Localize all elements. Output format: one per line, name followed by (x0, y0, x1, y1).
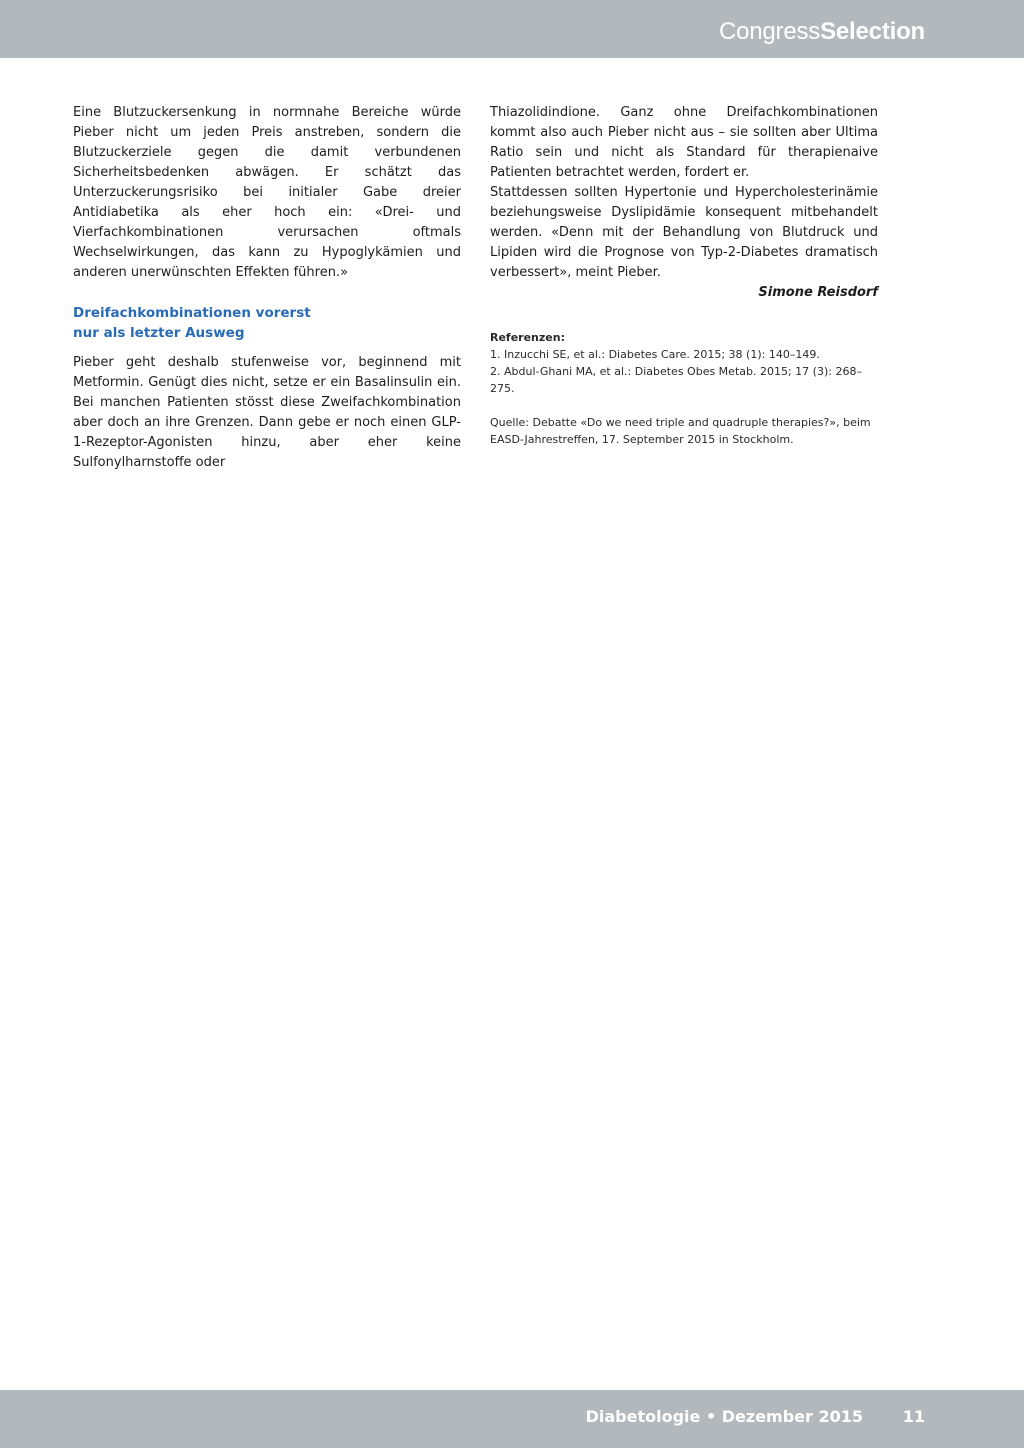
author-name: Simone Reisdorf (758, 285, 878, 300)
section-subheading (73, 303, 461, 343)
subheading-line: Dreifachkombinationen vorerst (73, 305, 311, 321)
body-paragraph: Pieber geht deshalb stufenweise vor, beginnend mit Metformin. Genügt dies nicht, setze er ein Basalinsulin ein. Bei manchen Patienten stösst diese Zweifachkombination aber doch an ihre Grenzen. Dann gebe er noch einen GLP-1-Rezeptor-Agonisten hinzu, aber eher keine Sulfonylharnstoffe oder (73, 355, 461, 470)
page-number: 11 (902, 1407, 925, 1426)
body-paragraph: Stattdessen sollten Hypertonie und Hypercholesterinämie beziehungsweise Dyslipidämie konsequent mitbehandelt werden. «Denn mit der Behandlung von Blutdruck und Lipiden wird die Prognose von Typ-2-Diabetes dramatisch verbessert», meint Pieber. (490, 185, 878, 280)
right-column (490, 103, 878, 448)
references-block (490, 329, 878, 397)
reference-item: 1. Inzucchi SE, et al.: Diabetes Care. 2015; 38 (1): 140–149. (490, 348, 820, 361)
subheading-line: nur als letzter Ausweg (73, 325, 245, 341)
left-column (73, 103, 461, 473)
reference-item: 2. Abdul-Ghani MA, et al.: Diabetes Obes Metab. 2015; 17 (3): 268–275. (490, 365, 862, 395)
body-paragraph: Thiazolidindione. Ganz ohne Dreifachkombinationen kommt also auch Pieber nicht aus – sie sollten aber Ultima Ratio sein und nicht als Standard für therapienaive Patienten betrachtet werden, fordert er. (490, 105, 878, 180)
brand-light-text: Congress (718, 18, 821, 45)
references-title: Referenzen: (490, 331, 565, 344)
congress-selection-logo (719, 17, 925, 47)
brand-bold-text: Selection (820, 18, 925, 45)
publication-info: Diabetologie • Dezember 2015 (585, 1407, 863, 1426)
footer-bar (0, 1390, 1024, 1448)
body-paragraph: Eine Blutzuckersenkung in normnahe Bereiche würde Pieber nicht um jeden Preis anstreben, sondern die Blutzuckerziele gegen die damit verbundenen Sicherheitsbedenken abwägen. Er schätzt das Unterzuckerungsrisiko bei initialer Gabe dreier Antidiabetika als eher hoch ein: «Drei- und Vierfachkombinationen verursachen oftmals Wechselwirkungen, das kann zu Hypoglykämien und anderen unerwünschten Effekten führen.» (73, 105, 461, 280)
source-note: Quelle: Debatte «Do we need triple and quadruple therapies?», beim EASD-Jahrestreffen, 17. September 2015 in Stockholm. (490, 416, 871, 446)
